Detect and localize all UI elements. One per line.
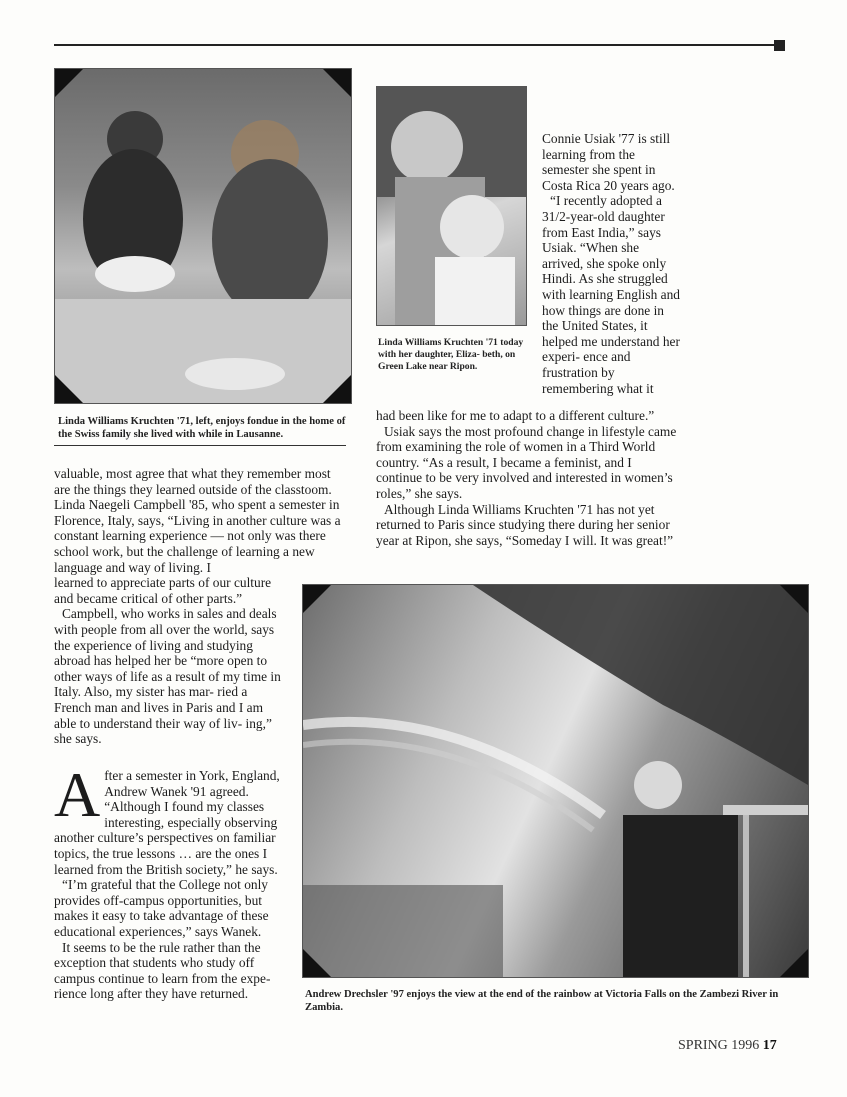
paragraph-usiak-change: Usiak says the most profound change in lifestyle came from examining the role of women in a Third World country. “As a result, I became a feminist, and I continue to be very involved and interested in women’s roles,” she says. (376, 423, 677, 501)
photo-mother-daughter-image (377, 87, 526, 325)
paragraph-wanek-text: fter a semester in York, England, Andrew Wanek '91 agreed. “Although I found my classes interesting, especially observing another culture’s perspectives on familiar topics, the true lessons … are the ones I learned from the British society,” he says. (54, 768, 280, 877)
paragraph-campbell-b: learned to appreciate parts of our culture and became critical of other parts.” (54, 575, 272, 606)
caption-fondue: Linda Williams Kruchten '71, left, enjoys fondue in the home of the Swiss family she lived with while in Lausanne. (58, 416, 346, 440)
paragraph-conclusion: It seems to be the rule rather than the exception that students who study off campus continue to learn from the expe- rience long after they have returned. (54, 939, 271, 1002)
paragraph-campbell-sales: Campbell, who works in sales and deals with people from all over the world, says the experience of living and studying abroad has helped her be “more open to other ways of life as a result of my time in Italy. Also, my sister has mar- ried a French man and lives in Paris and I am able to understand their way of liv- ing,” she says. (54, 606, 281, 747)
paragraph-usiak-quote: “I recently adopted a 31/2-year-old daughter from East India,” says Usiak. “When she arrived, she spoke only Hindi. As she struggled with learning English and how things are done in the United States, it helped me understand her experi- ence and frustration by remembering what it (542, 193, 680, 396)
top-rule (54, 44, 776, 46)
caption-mother-daughter: Linda Williams Kruchten '71 today with her daughter, Eliza- beth, on Green Lake near Ripon. (378, 337, 524, 372)
article-column-left-lower (54, 759, 286, 1002)
photo-fondue-image (55, 69, 351, 403)
paragraph-kruchten: Although Linda Williams Kruchten '71 has not yet returned to Paris since studying there during her senior year at Ripon, she says, “Someday I will. It was great!” (376, 501, 674, 548)
photo-victoria-falls (302, 584, 809, 978)
paragraph-wanek (54, 759, 286, 877)
mother-daughter-graphic (377, 87, 526, 325)
fondue-scene-graphic (55, 69, 351, 403)
photo-victoria-falls-image (303, 585, 808, 977)
drop-cap: A (54, 759, 101, 830)
caption-rule (54, 445, 346, 446)
page-footer (678, 1038, 777, 1054)
caption-victoria-falls: Andrew Drechsler '97 enjoys the view at the end of the rainbow at Victoria Falls on the Zambezi River in Zambia. (305, 989, 779, 1013)
top-rule-square (774, 40, 785, 51)
article-column-middle (376, 408, 681, 548)
photo-fondue (54, 68, 352, 404)
paragraph-wanek-grateful: “I’m grateful that the College not only provides off-campus opportunities, but makes it easy to take advantage of these educational experiences,” says Wanek. (54, 877, 269, 939)
paragraph-campbell-a: valuable, most agree that what they remember most are the things they learned outside of the classtoom. Linda Naegeli Campbell '85, who spent a semester in Florence, Italy, says, “Living in another culture was a constant learning experience — not only was there school work, but the challenge of learning a new language and way of living. I (54, 466, 341, 575)
falls-scene-graphic (303, 585, 808, 977)
page-number: 17 (762, 1038, 777, 1053)
paragraph-usiak-quote-cont: had been like for me to adapt to a different culture.” (376, 408, 655, 423)
article-column-narrow (542, 131, 682, 396)
paragraph-usiak-intro: Connie Usiak '77 is still learning from the semester she spent in Costa Rica 20 years ago. (542, 131, 675, 193)
issue-label: SPRING 1996 (678, 1038, 760, 1053)
photo-mother-daughter (376, 86, 527, 326)
